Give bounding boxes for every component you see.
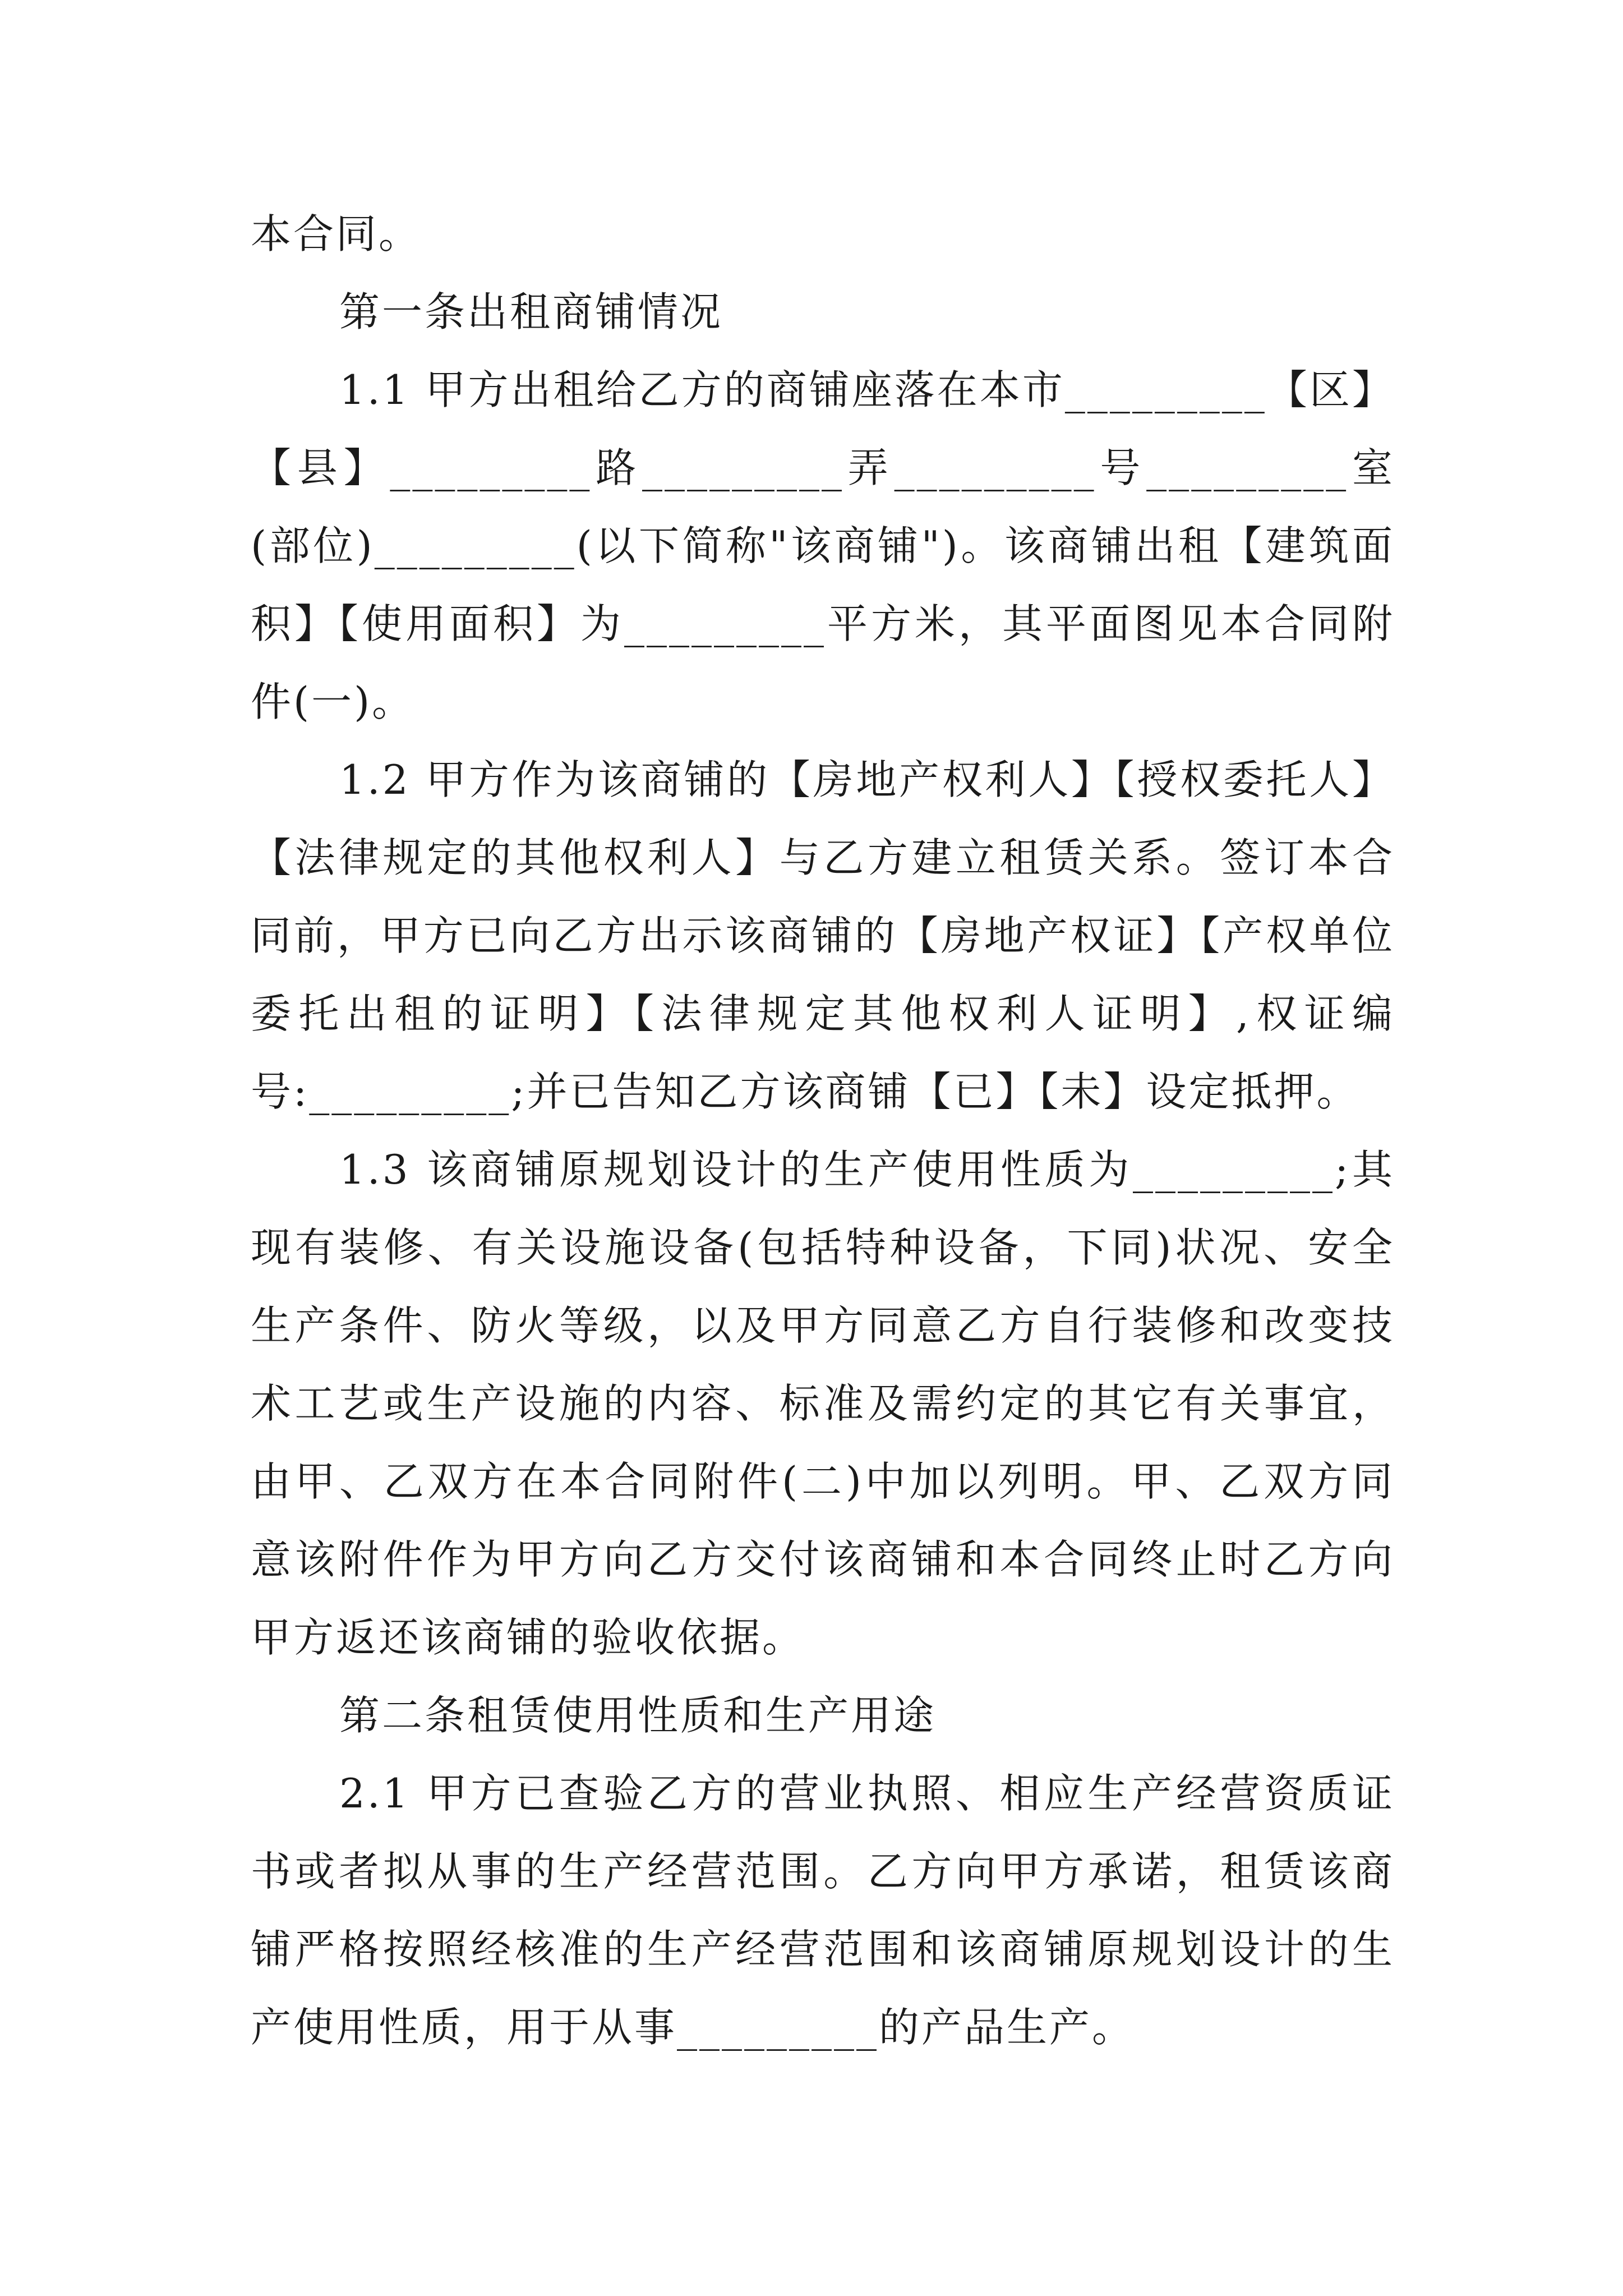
paragraph-2-1: 2.1 甲方已查验乙方的营业执照、相应生产经营资质证书或者拟从事的生产经营范围。乙方向甲方承诺，租赁该商铺严格按照经核准的生产经营范围和该商铺原规划设计的生产使用性质，用于从事_________的产品生产。 — [251, 1770, 1395, 2051]
paragraph-1-3: 1.3 该商铺原规划设计的生产使用性质为_________;其现有装修、有关设施设备(包括特种设备，下同)状况、安全生产条件、防火等级，以及甲方同意乙方自行装修和改变技术工艺或生产设施的内容、标准及需约定的其它有关事宜，由甲、乙双方在本合同附件(二)中加以列明。甲、乙双方同意该附件作为甲方向乙方交付该商铺和本合同终止时乙方向甲方返还该商铺的验收依据。 — [251, 1146, 1395, 1661]
paragraph-1-2: 1.2 甲方作为该商铺的【房地产权利人】【授权委托人】【法律规定的其他权利人】与乙方建立租赁关系。签订本合同前，甲方已向乙方出示该商铺的【房地产权证】【产权单位委托出租的证明】【法律规定其他权利人证明】,权证编号:_________;并已告知乙方该商铺【已】【未】设定抵押。 — [251, 756, 1395, 1115]
paragraph-1-1: 1.1 甲方出租给乙方的商铺座落在本市_________【区】【县】_________路_________弄_________号_________室(部位)_________(以下简称"该商铺")。该商铺出租【建筑面积】【使用面积】为_________平方米，其平面图见本合同附件(一)。 — [251, 366, 1395, 725]
paragraph-contract-end: 本合同。 — [251, 210, 422, 257]
heading-article-1: 第一条出租商铺情况 — [339, 288, 723, 335]
heading-article-2: 第二条租赁使用性质和生产用途 — [339, 1692, 937, 1739]
document-body — [251, 195, 1395, 2067]
